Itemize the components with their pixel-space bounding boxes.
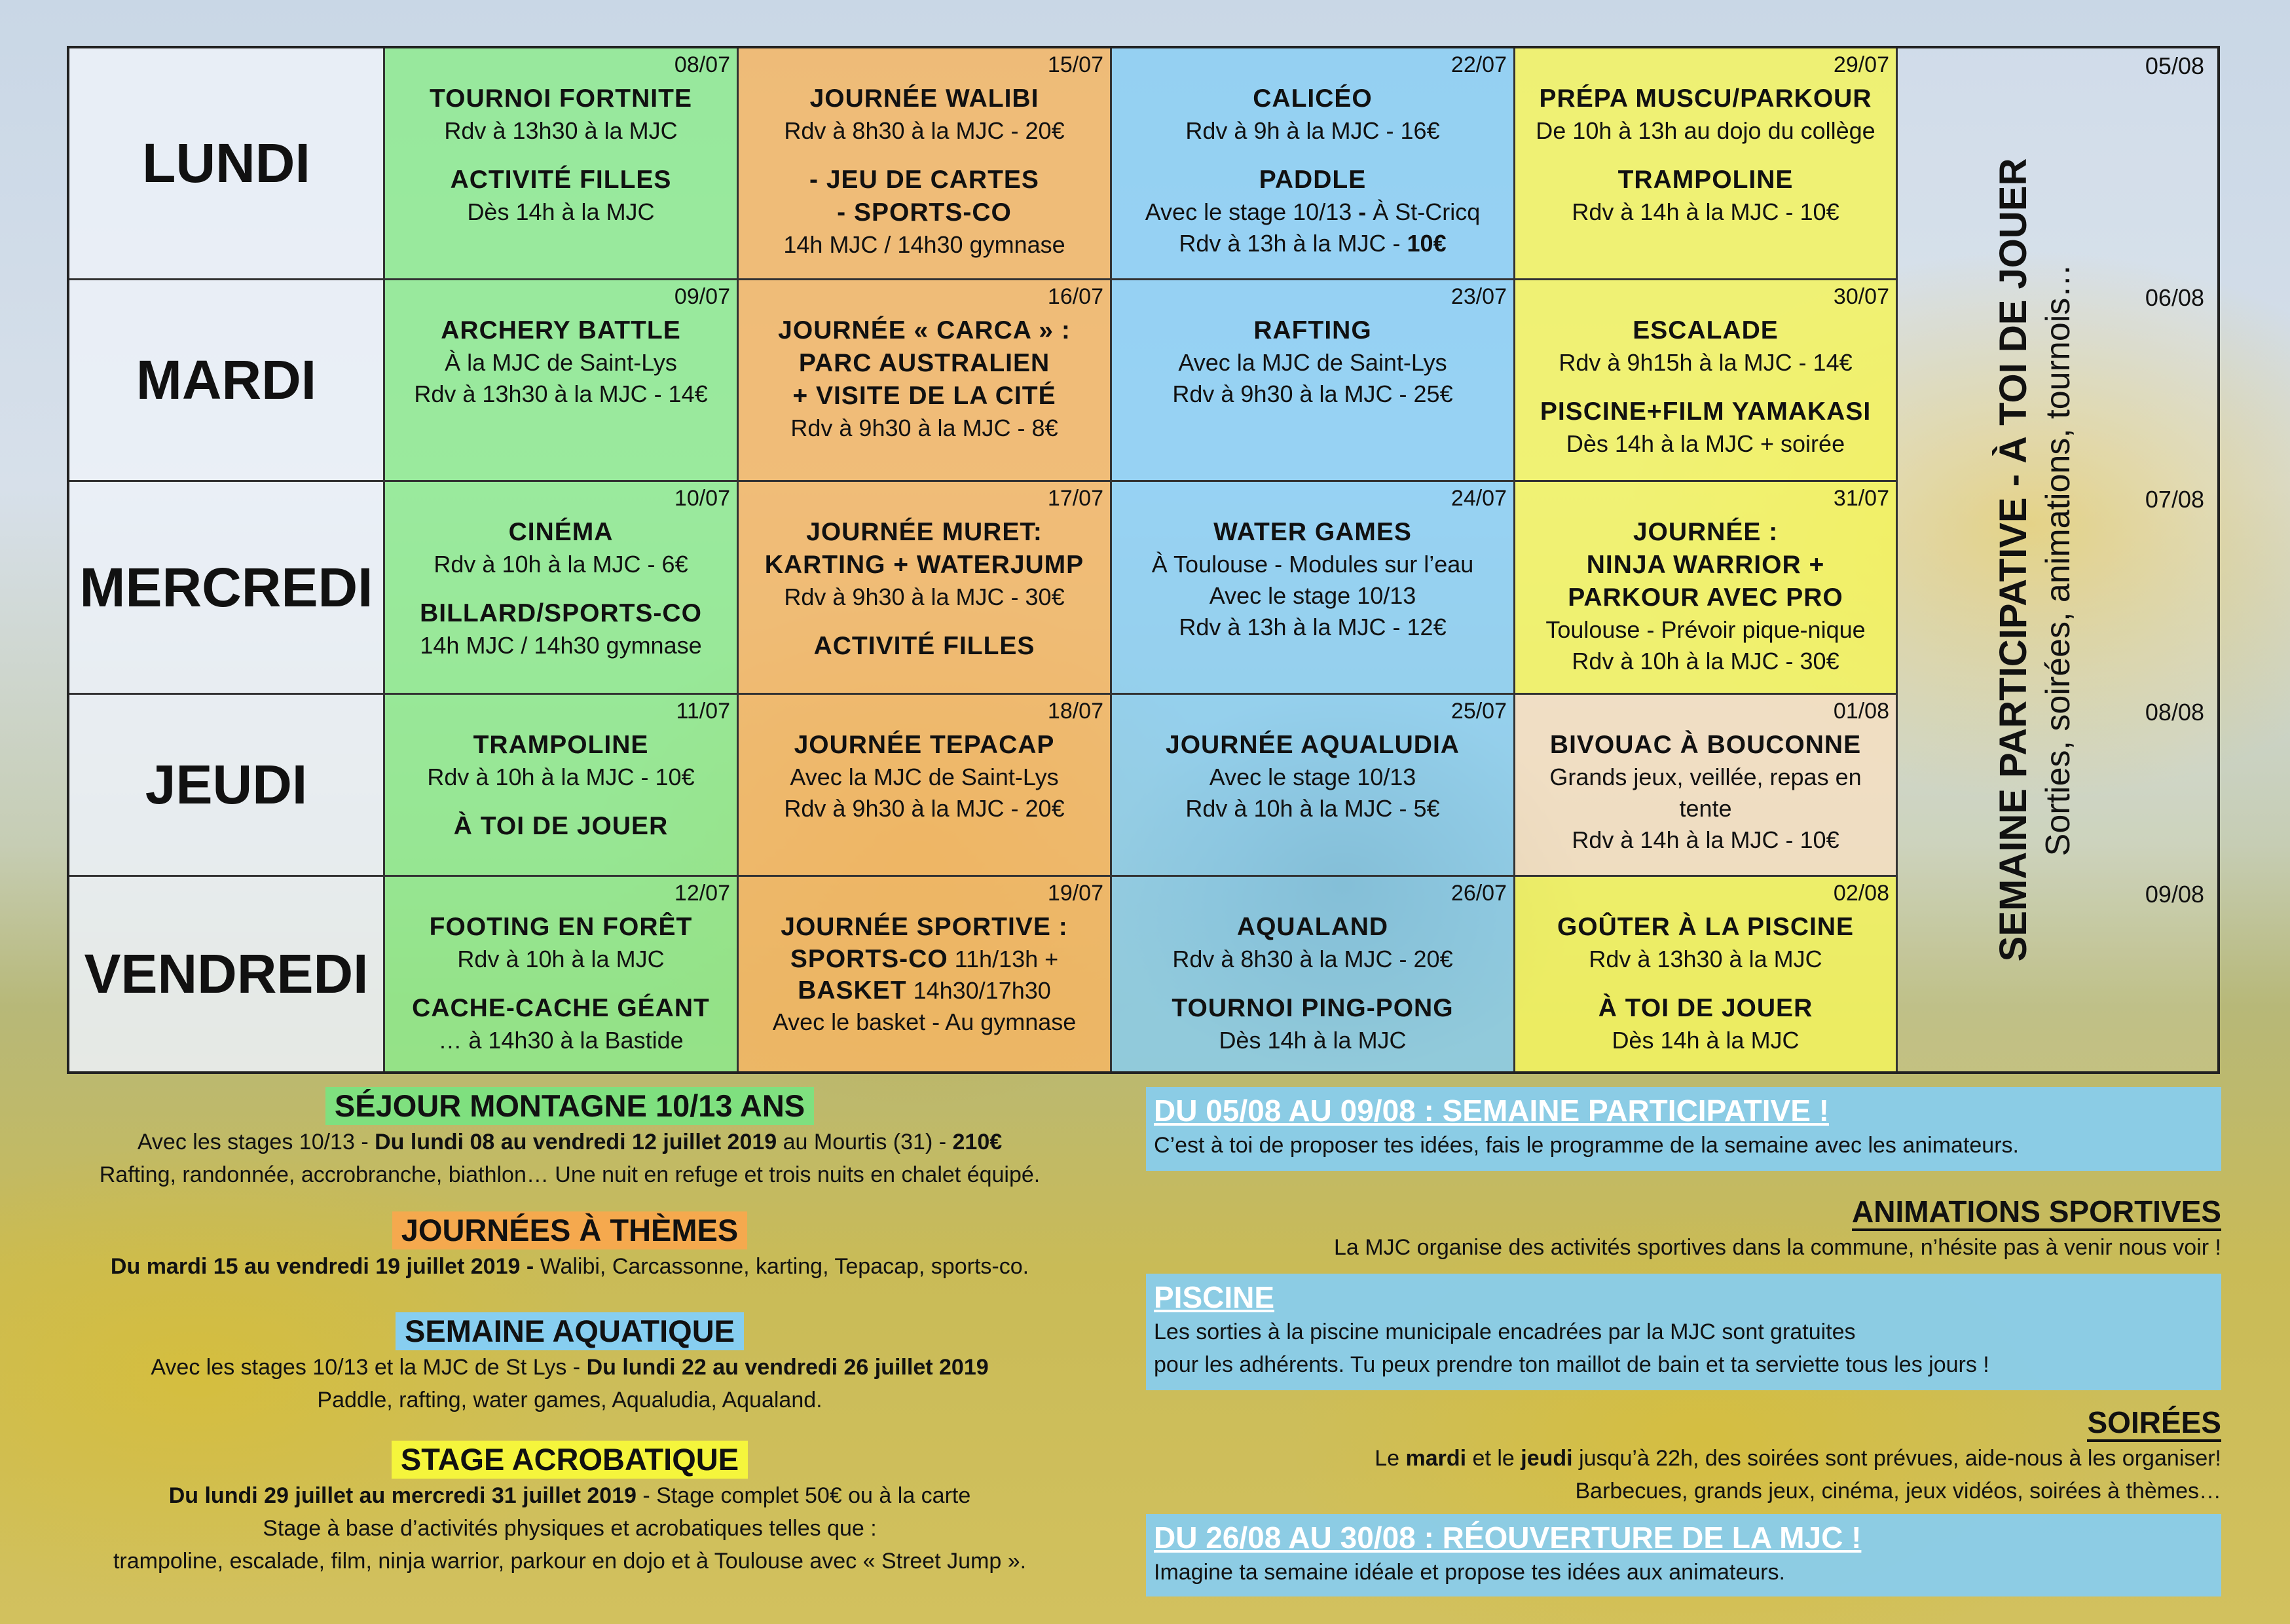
- activity-detail: Rdv à 10h à la MJC - 10€: [427, 764, 695, 790]
- day-label: JEUDI: [145, 754, 308, 815]
- cell-content: [739, 83, 1110, 261]
- acro-price: - Stage complet 50€ ou à la carte: [636, 1483, 971, 1508]
- activity-detail: Rdv à 9h15h à la MJC - 14€: [1559, 349, 1853, 376]
- journees-line-1: [39, 1250, 1100, 1283]
- activity-detail: Rdv à 9h à la MJC - 16€: [1185, 117, 1440, 144]
- day-cell: [69, 695, 385, 877]
- activity-price: 10€: [1407, 230, 1447, 257]
- activity-title: GOÛTER À LA PISCINE: [1557, 913, 1855, 941]
- cell-content: [739, 911, 1110, 1038]
- activity-cell: [739, 280, 1112, 482]
- sejour-section: [39, 1087, 1100, 1191]
- activity-title: PARKOUR AVEC PRO: [1568, 583, 1843, 612]
- activity-title: - JEU DE CARTES: [809, 166, 1039, 194]
- cell-date: 24/07: [1450, 486, 1507, 511]
- activity-detail: Rdv à 8h30 à la MJC - 20€: [1172, 946, 1453, 972]
- sejour-line-2: Rafting, randonnée, accrobranche, biathlon… Une nuit en refuge et trois nuits en chalet équipé.: [99, 1162, 1041, 1187]
- journees-title: JOURNÉES À THÈMES: [392, 1211, 747, 1249]
- activity-title: SPORTS-CO: [790, 945, 948, 973]
- cell-date: 31/07: [1833, 486, 1889, 511]
- activity-title: TOURNOI PING-PONG: [1172, 994, 1454, 1022]
- activity-cell: [1515, 48, 1898, 280]
- activity-title: NINJA WARRIOR +: [1586, 551, 1825, 579]
- cell-content: [739, 314, 1110, 444]
- cell-date: 15/07: [1047, 52, 1103, 77]
- activity-title: WATER GAMES: [1213, 518, 1412, 546]
- cell-content: [385, 83, 737, 228]
- activity-cell: [1112, 877, 1515, 1071]
- participative-title: DU 05/08 AU 09/08 : SEMAINE PARTICIPATIVE !: [1154, 1094, 1829, 1128]
- aquatique-dates: Du lundi 22 au vendredi 26 juillet 2019: [586, 1355, 989, 1380]
- activity-title: BILLARD/SPORTS-CO: [420, 599, 702, 627]
- activity-cell: [385, 48, 739, 280]
- spacer: [385, 793, 737, 810]
- spacer: [385, 975, 737, 992]
- activity-detail: Avec la MJC de Saint-Lys: [790, 764, 1059, 790]
- activity-mixed-line: [1112, 196, 1513, 228]
- activity-title: À TOI DE JOUER: [453, 812, 669, 840]
- cell-date: 12/07: [674, 881, 730, 906]
- activity-detail: tente: [1679, 795, 1732, 822]
- piscine-line-2: pour les adhérents. Tu peux prendre ton maillot de bain et ta serviette tous les jours !: [1154, 1352, 1989, 1377]
- activity-detail: Avec le stage 10/13: [1145, 198, 1359, 225]
- activity-title: RAFTING: [1253, 316, 1372, 344]
- spacer: [739, 613, 1110, 630]
- activity-cell: [739, 482, 1112, 695]
- activity-title: JOURNÉE :: [1633, 518, 1779, 546]
- cell-date: 23/07: [1450, 284, 1507, 309]
- week5-date: 05/08: [2145, 52, 2204, 79]
- activity-title: TRAMPOLINE: [1617, 166, 1794, 194]
- activity-title: JOURNÉE SPORTIVE :: [781, 913, 1068, 941]
- sejour-dates: Du lundi 08 au vendredi 12 juillet 2019: [375, 1130, 777, 1154]
- activity-detail: Rdv à 13h30 à la MJC - 14€: [414, 380, 708, 407]
- activity-title: TOURNOI FORTNITE: [430, 84, 692, 113]
- activity-detail: À St-Cricq: [1366, 198, 1481, 225]
- activity-detail: Dès 14h à la MJC: [467, 198, 655, 225]
- journees-section: [39, 1211, 1100, 1283]
- cell-content: [739, 729, 1110, 824]
- journees-dates: Du mardi 15 au vendredi 19 juillet 2019 -: [110, 1254, 534, 1279]
- activity-detail: Rdv à 13h à la MJC - 12€: [1179, 614, 1447, 640]
- week5-date: 07/08: [2145, 486, 2204, 513]
- activity-title: JOURNÉE AQUALUDIA: [1166, 731, 1460, 759]
- activity-detail: 11h/13h +: [948, 946, 1059, 972]
- activity-title: PRÉPA MUSCU/PARKOUR: [1539, 84, 1872, 113]
- sejour-text: Avec les stages 10/13 -: [137, 1130, 375, 1154]
- cell-date: 18/07: [1047, 699, 1103, 724]
- activity-cell: [739, 48, 1112, 280]
- activity-title: FOOTING EN FORÊT: [429, 913, 693, 941]
- activity-detail: Dès 14h à la MJC: [1219, 1027, 1407, 1054]
- soirees-section: [1146, 1403, 2221, 1507]
- acro-line-1: [39, 1479, 1100, 1512]
- activity-cell: [1515, 877, 1898, 1071]
- day-label: VENDREDI: [84, 943, 369, 1005]
- activity-detail: Rdv à 9h30 à la MJC - 20€: [784, 795, 1065, 822]
- activity-title: JOURNÉE MURET:: [806, 518, 1043, 546]
- activity-cell: [1515, 695, 1898, 877]
- activity-detail: Rdv à 14h à la MJC - 10€: [1572, 198, 1839, 225]
- activity-cell: [1515, 280, 1898, 482]
- sejour-line-1: [39, 1126, 1100, 1158]
- day-label: MERCREDI: [79, 556, 373, 618]
- cell-date: 02/08: [1833, 881, 1889, 906]
- journees-text: Walibi, Carcassonne, karting, Tepacap, sports-co.: [534, 1254, 1029, 1279]
- cell-date: 22/07: [1450, 52, 1507, 77]
- sejour-title: SÉJOUR MONTAGNE 10/13 ANS: [325, 1087, 814, 1125]
- participative-week-cell: [1898, 48, 2217, 1071]
- activity-detail: Rdv à 10h à la MJC: [457, 946, 665, 972]
- piscine-line-1: Les sorties à la piscine municipale encadrées par la MJC sont gratuites: [1154, 1320, 1856, 1344]
- acro-line-3: trampoline, escalade, film, ninja warrior, parkour en dojo et à Toulouse avec « Street Jump ».: [113, 1549, 1027, 1574]
- participative-vertical-text: [1991, 158, 2080, 962]
- activity-title: JOURNÉE « CARCA » :: [778, 316, 1071, 344]
- cell-content: [1515, 729, 1896, 856]
- activity-detail: Rdv à 14h à la MJC - 10€: [1572, 826, 1839, 853]
- activity-detail: 14h30/17h30: [906, 977, 1051, 1004]
- acro-dates: Du lundi 29 juillet au mercredi 31 juillet 2019: [168, 1483, 637, 1508]
- cell-date: 26/07: [1450, 881, 1507, 906]
- activity-detail: Rdv à 10h à la MJC - 30€: [1572, 648, 1839, 674]
- participative-vertical: [1898, 48, 2217, 1071]
- activity-title: + VISITE DE LA CITÉ: [792, 382, 1056, 410]
- day-label: LUNDI: [142, 132, 310, 194]
- activity-title: KARTING + WATERJUMP: [764, 551, 1084, 579]
- activity-detail: 14h MJC / 14h30 gymnase: [783, 231, 1065, 258]
- acro-line-2: Stage à base d’activités physiques et acrobatiques telles que :: [263, 1516, 877, 1541]
- cell-content: [1112, 314, 1513, 410]
- activity-cell: [385, 482, 739, 695]
- activity-detail: À la MJC de Saint-Lys: [445, 349, 677, 376]
- activity-title: ACTIVITÉ FILLES: [813, 632, 1035, 660]
- sejour-price: 210€: [952, 1130, 1003, 1154]
- activity-title: CACHE-CACHE GÉANT: [412, 994, 710, 1022]
- participative-subtitle: Sorties, soirées, animations, tournois…: [2039, 263, 2077, 857]
- spacer: [385, 580, 737, 597]
- activity-cell: [739, 877, 1112, 1071]
- soirees-line-1: [1146, 1442, 2221, 1475]
- activity-cell: [385, 695, 739, 877]
- aquatique-line-1: [39, 1351, 1100, 1384]
- participative-box: [1146, 1087, 2221, 1171]
- cell-content: [385, 314, 737, 410]
- activity-detail: Rdv à 9h30 à la MJC - 30€: [784, 583, 1065, 610]
- activity-detail: Rdv à 13h à la MJC -: [1179, 230, 1407, 257]
- activity-mixed-line: [739, 944, 1110, 975]
- cell-content: [1515, 911, 1896, 1056]
- activity-detail: Rdv à 9h30 à la MJC - 25€: [1172, 380, 1453, 407]
- cell-content: [1515, 314, 1896, 460]
- spacer: [739, 147, 1110, 164]
- activity-detail: Avec le stage 10/13: [1209, 764, 1416, 790]
- participative-title: SEMAINE PARTICIPATIVE - À TOI DE JOUER: [1992, 158, 2035, 962]
- activity-detail: Grands jeux, veillée, repas en: [1549, 764, 1862, 790]
- reouverture-text: Imagine ta semaine idéale et propose tes idées aux animateurs.: [1154, 1560, 1785, 1585]
- sportives-text: La MJC organise des activités sportives dans la commune, n’hésite pas à venir nous voir !: [1334, 1235, 2221, 1260]
- activity-cell: [385, 877, 739, 1071]
- day-cell: [69, 280, 385, 482]
- soirees-text-c: et le: [1466, 1446, 1521, 1471]
- activity-title: ACTIVITÉ FILLES: [450, 166, 672, 194]
- activity-title: - SPORTS-CO: [837, 198, 1012, 227]
- spacer: [1515, 147, 1896, 164]
- spacer: [1112, 975, 1513, 992]
- cell-content: [739, 516, 1110, 663]
- cell-content: [385, 729, 737, 843]
- piscine-box: [1146, 1274, 2221, 1390]
- activity-title: PARC AUSTRALIEN: [798, 349, 1050, 377]
- soirees-title: [1146, 1403, 2221, 1442]
- soirees-line-2: Barbecues, grands jeux, cinéma, jeux vidéos, soirées à thèmes…: [1575, 1479, 2221, 1504]
- activity-title: JOURNÉE WALIBI: [809, 84, 1039, 113]
- activity-cell: [385, 280, 739, 482]
- cell-content: [1515, 83, 1896, 228]
- activity-detail: Avec la MJC de Saint-Lys: [1178, 349, 1447, 376]
- activity-detail: Avec le stage 10/13: [1209, 582, 1416, 609]
- day-cell: [69, 48, 385, 280]
- activity-detail: À Toulouse - Modules sur l’eau: [1151, 551, 1474, 578]
- cell-date: 10/07: [674, 486, 730, 511]
- activity-title: PADDLE: [1259, 166, 1367, 194]
- activity-title: CALICÉO: [1253, 84, 1373, 113]
- cell-date: 30/07: [1833, 284, 1889, 309]
- activity-cell: [1112, 280, 1515, 482]
- spacer: [1112, 147, 1513, 164]
- aquatique-text: Avec les stages 10/13 et la MJC de St Lys -: [151, 1355, 587, 1380]
- participative-text: C’est à toi de proposer tes idées, fais le programme de la semaine avec les animateurs.: [1154, 1133, 2019, 1158]
- activity-detail: De 10h à 13h au dojo du collège: [1536, 117, 1875, 144]
- reouverture-title: DU 26/08 AU 30/08 : RÉOUVERTURE DE LA MJC !: [1154, 1521, 1862, 1555]
- aquatique-line-2: Paddle, rafting, water games, Aqualudia, Aqualand.: [317, 1388, 822, 1412]
- soirees-text-e: jusqu’à 22h, des soirées sont prévues, aide-nous à les organiser!: [1572, 1446, 2221, 1471]
- activity-dash: -: [1358, 198, 1367, 225]
- activity-title: TRAMPOLINE: [473, 731, 649, 759]
- activity-cell: [1112, 482, 1515, 695]
- aquatique-title: SEMAINE AQUATIQUE: [396, 1312, 744, 1350]
- acro-section: [39, 1441, 1100, 1578]
- soirees-text-a: Le: [1375, 1446, 1406, 1471]
- activity-detail: Dès 14h à la MJC: [1612, 1027, 1800, 1054]
- soirees-jeudi: jeudi: [1521, 1446, 1573, 1471]
- cell-date: 08/07: [674, 52, 730, 77]
- activity-detail: Rdv à 13h30 à la MJC: [1589, 946, 1822, 972]
- activity-title: CINÉMA: [508, 518, 614, 546]
- activity-detail: Rdv à 10h à la MJC - 5€: [1185, 795, 1440, 822]
- day-cell: [69, 482, 385, 695]
- cell-content: [1112, 516, 1513, 643]
- activity-title: ESCALADE: [1633, 316, 1779, 344]
- sportives-title: [1146, 1192, 2221, 1231]
- piscine-title: PISCINE: [1154, 1280, 1275, 1314]
- cell-content: [1112, 729, 1513, 824]
- sportives-section: [1146, 1192, 2221, 1264]
- cell-date: 11/07: [676, 699, 730, 724]
- activity-title: AQUALAND: [1236, 913, 1389, 941]
- activity-title: BIVOUAC À BOUCONNE: [1549, 731, 1862, 759]
- activity-detail: Rdv à 9h30 à la MJC - 8€: [790, 415, 1058, 441]
- activity-title: BASKET: [798, 976, 907, 1005]
- schedule-table: [67, 46, 2220, 1074]
- spacer: [385, 147, 737, 164]
- week5-date: 09/08: [2145, 881, 2204, 908]
- activity-detail: 14h MJC / 14h30 gymnase: [420, 632, 702, 659]
- cell-date: 29/07: [1833, 52, 1889, 77]
- activity-detail: Toulouse - Prévoir pique-nique: [1545, 616, 1866, 643]
- spacer: [1515, 378, 1896, 396]
- aquatique-section: [39, 1312, 1100, 1416]
- activity-mixed-line: [1112, 228, 1513, 259]
- activity-detail: Avec le basket - Au gymnase: [772, 1008, 1077, 1035]
- cell-content: [1515, 516, 1896, 677]
- cell-date: 19/07: [1047, 881, 1103, 906]
- cell-date: 17/07: [1047, 486, 1103, 511]
- day-cell: [69, 877, 385, 1071]
- sejour-place: au Mourtis (31) -: [777, 1130, 953, 1154]
- activity-title: À TOI DE JOUER: [1598, 994, 1813, 1022]
- activity-detail: Rdv à 8h30 à la MJC - 20€: [784, 117, 1065, 144]
- activity-cell: [739, 695, 1112, 877]
- acro-title: STAGE ACROBATIQUE: [392, 1441, 748, 1479]
- cell-date: 09/07: [674, 284, 730, 309]
- sportives-title-text: ANIMATIONS SPORTIVES: [1852, 1194, 2221, 1231]
- cell-content: [385, 516, 737, 661]
- activity-cell: [1515, 482, 1898, 695]
- cell-date: 01/08: [1833, 699, 1889, 724]
- activity-title: ARCHERY BATTLE: [441, 316, 681, 344]
- week5-date: 06/08: [2145, 284, 2204, 311]
- soirees-title-text: SOIRÉES: [2087, 1405, 2221, 1442]
- day-label: MARDI: [136, 349, 317, 411]
- week5-date: 08/08: [2145, 699, 2204, 726]
- activity-mixed-line: [739, 975, 1110, 1006]
- reouverture-box: [1146, 1514, 2221, 1596]
- activity-detail: Rdv à 10h à la MJC - 6€: [434, 551, 688, 578]
- cell-content: [1112, 911, 1513, 1056]
- spacer: [1515, 975, 1896, 992]
- activity-detail: Rdv à 13h30 à la MJC: [444, 117, 678, 144]
- cell-content: [1112, 83, 1513, 259]
- activity-detail: … à 14h30 à la Bastide: [438, 1027, 684, 1054]
- activity-cell: [1112, 48, 1515, 280]
- cell-date: 16/07: [1047, 284, 1103, 309]
- activity-title: PISCINE+FILM YAMAKASI: [1540, 397, 1872, 426]
- activity-detail: Dès 14h à la MJC + soirée: [1566, 430, 1845, 457]
- activity-title: JOURNÉE TEPACAP: [794, 731, 1055, 759]
- activity-cell: [1112, 695, 1515, 877]
- cell-date: 25/07: [1450, 699, 1507, 724]
- soirees-mardi: mardi: [1405, 1446, 1467, 1471]
- cell-content: [385, 911, 737, 1056]
